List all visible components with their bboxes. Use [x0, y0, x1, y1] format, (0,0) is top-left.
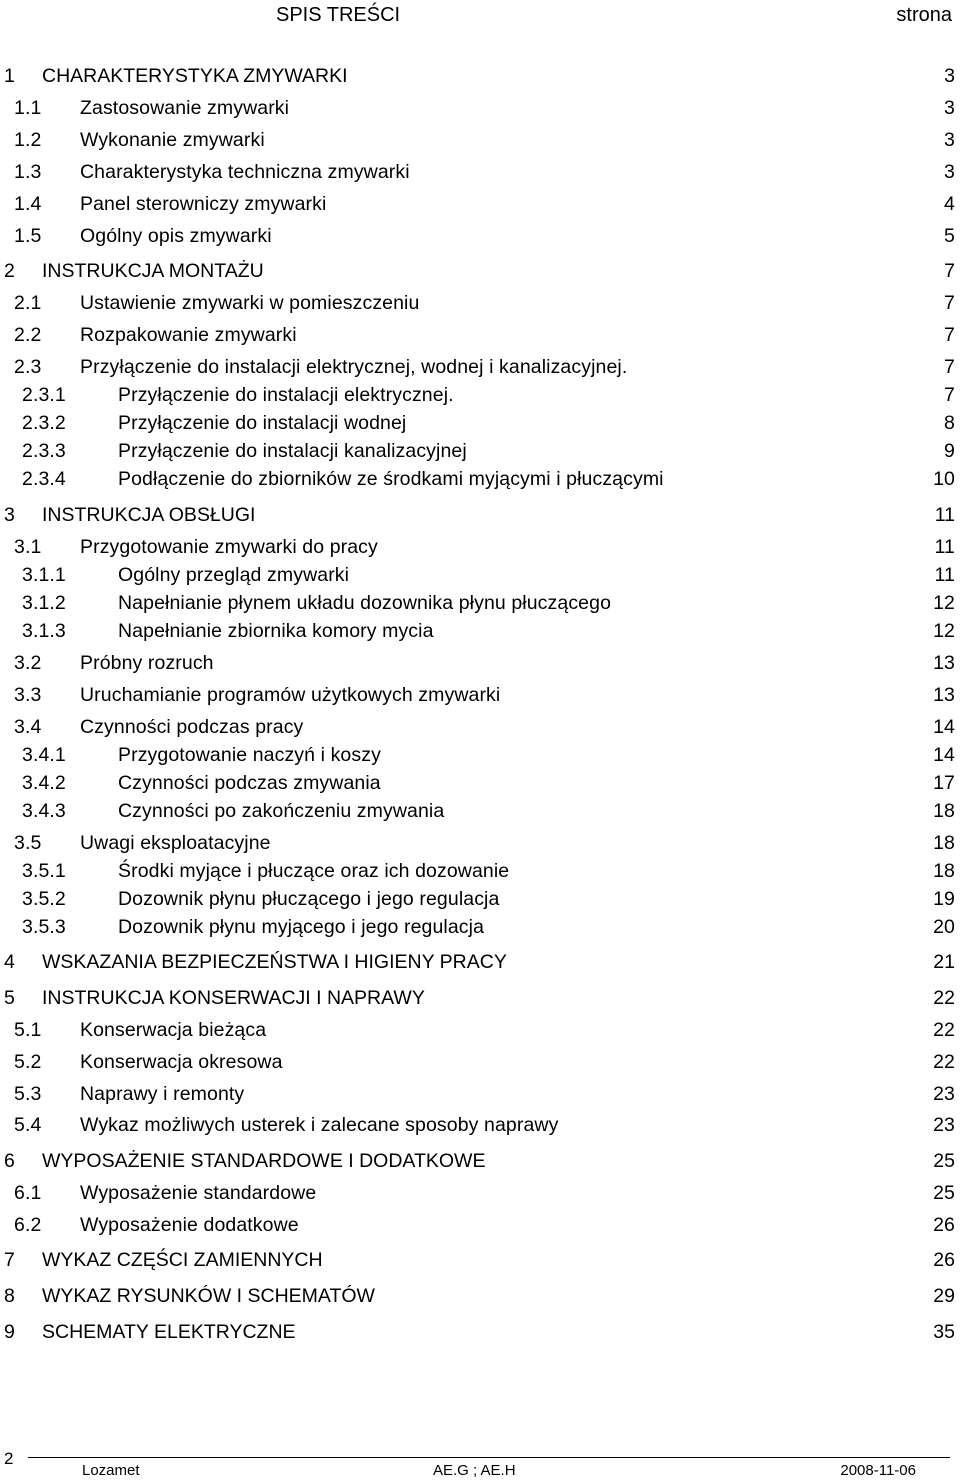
toc-entry-title: Konserwacja bieżąca: [80, 1019, 267, 1041]
toc-entry[interactable]: [0, 1181, 960, 1205]
toc-entry-number: 2.3.4: [22, 468, 66, 490]
toc-entry-page: 20: [933, 916, 955, 938]
footer-company: Lozamet: [82, 1462, 140, 1479]
toc-entry-number: 6: [4, 1150, 15, 1172]
toc-entry[interactable]: [0, 683, 960, 707]
toc-entry-number: 1.5: [14, 225, 42, 247]
toc-entry-title: Ogólny opis zmywarki: [80, 225, 272, 247]
toc-entry[interactable]: [0, 743, 960, 767]
toc-entry-number: 5.4: [14, 1114, 42, 1136]
toc-entry[interactable]: [0, 535, 960, 559]
toc-entry-page: 19: [933, 888, 955, 910]
toc-entry-title: Rozpakowanie zmywarki: [80, 324, 297, 346]
toc-entry-number: 3.4.2: [22, 772, 66, 794]
toc-entry-page: 9: [944, 440, 955, 462]
toc-entry-page: 3: [944, 97, 955, 119]
toc-entry-title: Zastosowanie zmywarki: [80, 97, 290, 119]
toc-entry-number: 1.4: [14, 193, 42, 215]
toc-entry-page: 7: [944, 384, 955, 406]
toc-entry[interactable]: [0, 259, 960, 283]
toc-entry-title: Próbny rozruch: [80, 652, 214, 674]
toc-entry[interactable]: [0, 1113, 960, 1137]
toc-entry-title: WYKAZ RYSUNKÓW I SCHEMATÓW: [42, 1285, 375, 1307]
toc-entry-title: Charakterystyka techniczna zmywarki: [80, 161, 410, 183]
toc-entry-title: Uruchamianie programów użytkowych zmywarki: [80, 684, 501, 706]
footer-divider: [28, 1457, 950, 1458]
toc-entry-page: 12: [933, 620, 955, 642]
toc-entry-number: 2.2: [14, 324, 42, 346]
toc-entry-title: Wyposażenie standardowe: [80, 1182, 317, 1204]
toc-entry-number: 2.3: [14, 356, 42, 378]
toc-entry[interactable]: [0, 160, 960, 184]
footer-date: 2008-11-06: [840, 1462, 916, 1479]
toc-entry[interactable]: [0, 467, 960, 491]
toc-entry-number: 8: [4, 1285, 15, 1307]
toc-entry[interactable]: [0, 715, 960, 739]
toc-entry-number: 3.4.3: [22, 800, 66, 822]
toc-entry-page: 8: [944, 412, 955, 434]
toc-entry-number: 2.3.3: [22, 440, 66, 462]
toc-entry-title: Napełnianie zbiornika komory mycia: [118, 620, 434, 642]
toc-entry[interactable]: [0, 950, 960, 974]
toc-entry-title: WYKAZ CZĘŚCI ZAMIENNYCH: [42, 1249, 323, 1271]
toc-entry-title: CHARAKTERYSTYKA ZMYWARKI: [42, 65, 348, 87]
toc-entry-title: WSKAZANIA BEZPIECZEŃSTWA I HIGIENY PRACY: [42, 951, 507, 973]
toc-entry-page: 18: [933, 832, 955, 854]
toc-entry-page: 23: [933, 1083, 955, 1105]
toc-entry[interactable]: [0, 887, 960, 911]
toc-entry-title: Dozownik płynu płuczącego i jego regulacja: [118, 888, 500, 910]
toc-entry[interactable]: [0, 563, 960, 587]
toc-entry-page: 11: [934, 536, 955, 558]
toc-entry-page: 7: [944, 324, 955, 346]
toc-entry-number: 3.4.1: [22, 744, 66, 766]
toc-entry-number: 3.3: [14, 684, 42, 706]
toc-entry-title: Czynności podczas zmywania: [118, 772, 381, 794]
toc-entry-title: Naprawy i remonty: [80, 1083, 245, 1105]
toc-entry-title: Czynności po zakończeniu zmywania: [118, 800, 445, 822]
toc-entry-number: 5.3: [14, 1083, 42, 1105]
toc-entry[interactable]: [0, 439, 960, 463]
toc-entry[interactable]: [0, 192, 960, 216]
toc-entry[interactable]: [0, 1050, 960, 1074]
toc-entry-page: 21: [933, 951, 955, 973]
toc-entry[interactable]: [0, 1248, 960, 1272]
toc-entry-title: Przyłączenie do instalacji wodnej: [118, 412, 407, 434]
toc-entry-page: 3: [944, 161, 955, 183]
toc-entry-page: 7: [944, 260, 955, 282]
toc-entry-number: 3: [4, 504, 15, 526]
toc-entry-number: 3.1.2: [22, 592, 66, 614]
toc-entry-page: 13: [933, 684, 955, 706]
toc-entry[interactable]: [0, 859, 960, 883]
toc-entry-page: 22: [933, 1019, 955, 1041]
toc-entry-number: 3.5: [14, 832, 42, 854]
toc-entry[interactable]: [0, 799, 960, 823]
toc-entry-title: SCHEMATY ELEKTRYCZNE: [42, 1321, 296, 1343]
toc-entry-number: 1.1: [14, 97, 42, 119]
toc-entry-page: 26: [933, 1249, 955, 1271]
toc-entry-title: Napełnianie płynem układu dozownika płynu płuczącego: [118, 592, 612, 614]
toc-entry-page: 22: [933, 987, 955, 1009]
toc-entry-page: 18: [933, 860, 955, 882]
toc-entry-title: Podłączenie do zbiorników ze środkami myjącymi i płuczącymi: [118, 468, 664, 490]
toc-entry-page: 23: [933, 1114, 955, 1136]
toc-entry-page: 35: [933, 1321, 955, 1343]
toc-entry-page: 18: [933, 800, 955, 822]
toc-entry[interactable]: [0, 1284, 960, 1308]
toc-entry[interactable]: [0, 224, 960, 248]
toc-entry-number: 3.2: [14, 652, 42, 674]
toc-entry-title: Wykaz możliwych usterek i zalecane sposoby naprawy: [80, 1114, 559, 1136]
toc-entry[interactable]: [0, 323, 960, 347]
toc-entry-page: 3: [944, 129, 955, 151]
toc-entry-number: 4: [4, 951, 15, 973]
toc-entry-number: 3.5.3: [22, 916, 66, 938]
toc-entry[interactable]: [0, 619, 960, 643]
toc-entry[interactable]: [0, 651, 960, 675]
toc-entry-number: 1.2: [14, 129, 42, 151]
toc-entry-title: Uwagi eksploatacyjne: [80, 832, 271, 854]
toc-entry[interactable]: [0, 411, 960, 435]
toc-entry-number: 9: [4, 1321, 15, 1343]
toc-entry-title: INSTRUKCJA MONTAŻU: [42, 260, 264, 282]
toc-entry-number: 3.5.2: [22, 888, 66, 910]
toc-entry-title: Ustawienie zmywarki w pomieszczeniu: [80, 292, 420, 314]
toc-entry-page: 25: [933, 1150, 955, 1172]
toc-entry[interactable]: [0, 771, 960, 795]
toc-entry-page: 22: [933, 1051, 955, 1073]
toc-entry-page: 12: [933, 592, 955, 614]
toc-entry-page: 14: [933, 744, 955, 766]
toc-entry-number: 6.1: [14, 1182, 42, 1204]
toc-entry-number: 2.3.2: [22, 412, 66, 434]
toc-entry[interactable]: [0, 503, 960, 527]
toc-entry-page: 7: [944, 292, 955, 314]
toc-entry[interactable]: [0, 915, 960, 939]
toc-entry-title: Środki myjące i płuczące oraz ich dozowanie: [118, 860, 510, 882]
toc-entry-title: Panel sterowniczy zmywarki: [80, 193, 327, 215]
toc-entry-number: 3.5.1: [22, 860, 66, 882]
toc-entry-title: Ogólny przegląd zmywarki: [118, 564, 350, 586]
toc-entry[interactable]: [0, 1213, 960, 1237]
toc-entry-number: 3.1.3: [22, 620, 66, 642]
toc-entry-number: 3.4: [14, 716, 42, 738]
toc-entry-title: Przyłączenie do instalacji kanalizacyjnej: [118, 440, 467, 462]
toc-entry-page: 29: [933, 1285, 955, 1307]
toc-entry-title: INSTRUKCJA KONSERWACJI I NAPRAWY: [42, 987, 425, 1009]
toc-entry-number: 5: [4, 987, 15, 1009]
toc-entry-title: Wykonanie zmywarki: [80, 129, 265, 151]
toc-entry-number: 2.3.1: [22, 384, 66, 406]
toc-entry[interactable]: [0, 1320, 960, 1344]
toc-entry-title: Konserwacja okresowa: [80, 1051, 283, 1073]
toc-entry-title: Przygotowanie zmywarki do pracy: [80, 536, 378, 558]
toc-entry-title: Dozownik płynu myjącego i jego regulacja: [118, 916, 485, 938]
toc-entry[interactable]: [0, 64, 960, 88]
toc-entry-page: 3: [944, 65, 955, 87]
toc-entry[interactable]: [0, 383, 960, 407]
toc-entry[interactable]: [0, 355, 960, 379]
toc-entry-page: 5: [944, 225, 955, 247]
toc-entry-number: 1: [4, 65, 15, 87]
toc-title: SPIS TREŚCI: [276, 4, 401, 26]
toc-entry[interactable]: [0, 831, 960, 855]
toc-entry-page: 11: [934, 504, 955, 526]
toc-entry[interactable]: [0, 1082, 960, 1106]
toc-entry-number: 2.1: [14, 292, 42, 314]
toc-entry-title: INSTRUKCJA OBSŁUGI: [42, 504, 256, 526]
toc-entry-number: 3.1: [14, 536, 42, 558]
page-column-label: strona: [896, 4, 952, 26]
toc-entry[interactable]: [0, 128, 960, 152]
toc-entry-number: 3.1.1: [22, 564, 66, 586]
toc-entry-title: Czynności podczas pracy: [80, 716, 304, 738]
footer-page-number: 2: [4, 1449, 14, 1468]
toc-entry-page: 4: [944, 193, 955, 215]
toc-entry-page: 10: [933, 468, 955, 490]
toc-entry[interactable]: [0, 591, 960, 615]
toc-entry-number: 5.1: [14, 1019, 42, 1041]
toc-entry-number: 2: [4, 260, 15, 282]
toc-entry-title: WYPOSAŻENIE STANDARDOWE I DODATKOWE: [42, 1150, 486, 1172]
toc-entry[interactable]: [0, 96, 960, 120]
toc-entry[interactable]: [0, 291, 960, 315]
toc-entry-number: 6.2: [14, 1214, 42, 1236]
toc-entry-page: 26: [933, 1214, 955, 1236]
toc-entry-page: 14: [933, 716, 955, 738]
toc-entry-number: 7: [4, 1249, 15, 1271]
toc-entry-page: 25: [933, 1182, 955, 1204]
toc-entry-page: 17: [933, 772, 955, 794]
toc-entry-title: Wyposażenie dodatkowe: [80, 1214, 299, 1236]
toc-entry-title: Przyłączenie do instalacji elektrycznej, wodnej i kanalizacyjnej.: [80, 356, 628, 378]
page-footer: [0, 1435, 960, 1482]
footer-model: AE.G ; AE.H: [433, 1462, 516, 1479]
toc-entry[interactable]: [0, 1018, 960, 1042]
toc-entry[interactable]: [0, 986, 960, 1010]
toc-entry-title: Przygotowanie naczyń i koszy: [118, 744, 381, 766]
toc-entry-page: 11: [934, 564, 955, 586]
toc-entry-page: 7: [944, 356, 955, 378]
toc-entry-number: 1.3: [14, 161, 42, 183]
toc-entry-number: 5.2: [14, 1051, 42, 1073]
toc-entry-title: Przyłączenie do instalacji elektrycznej.: [118, 384, 454, 406]
toc-entry[interactable]: [0, 1149, 960, 1173]
toc-entry-page: 13: [933, 652, 955, 674]
